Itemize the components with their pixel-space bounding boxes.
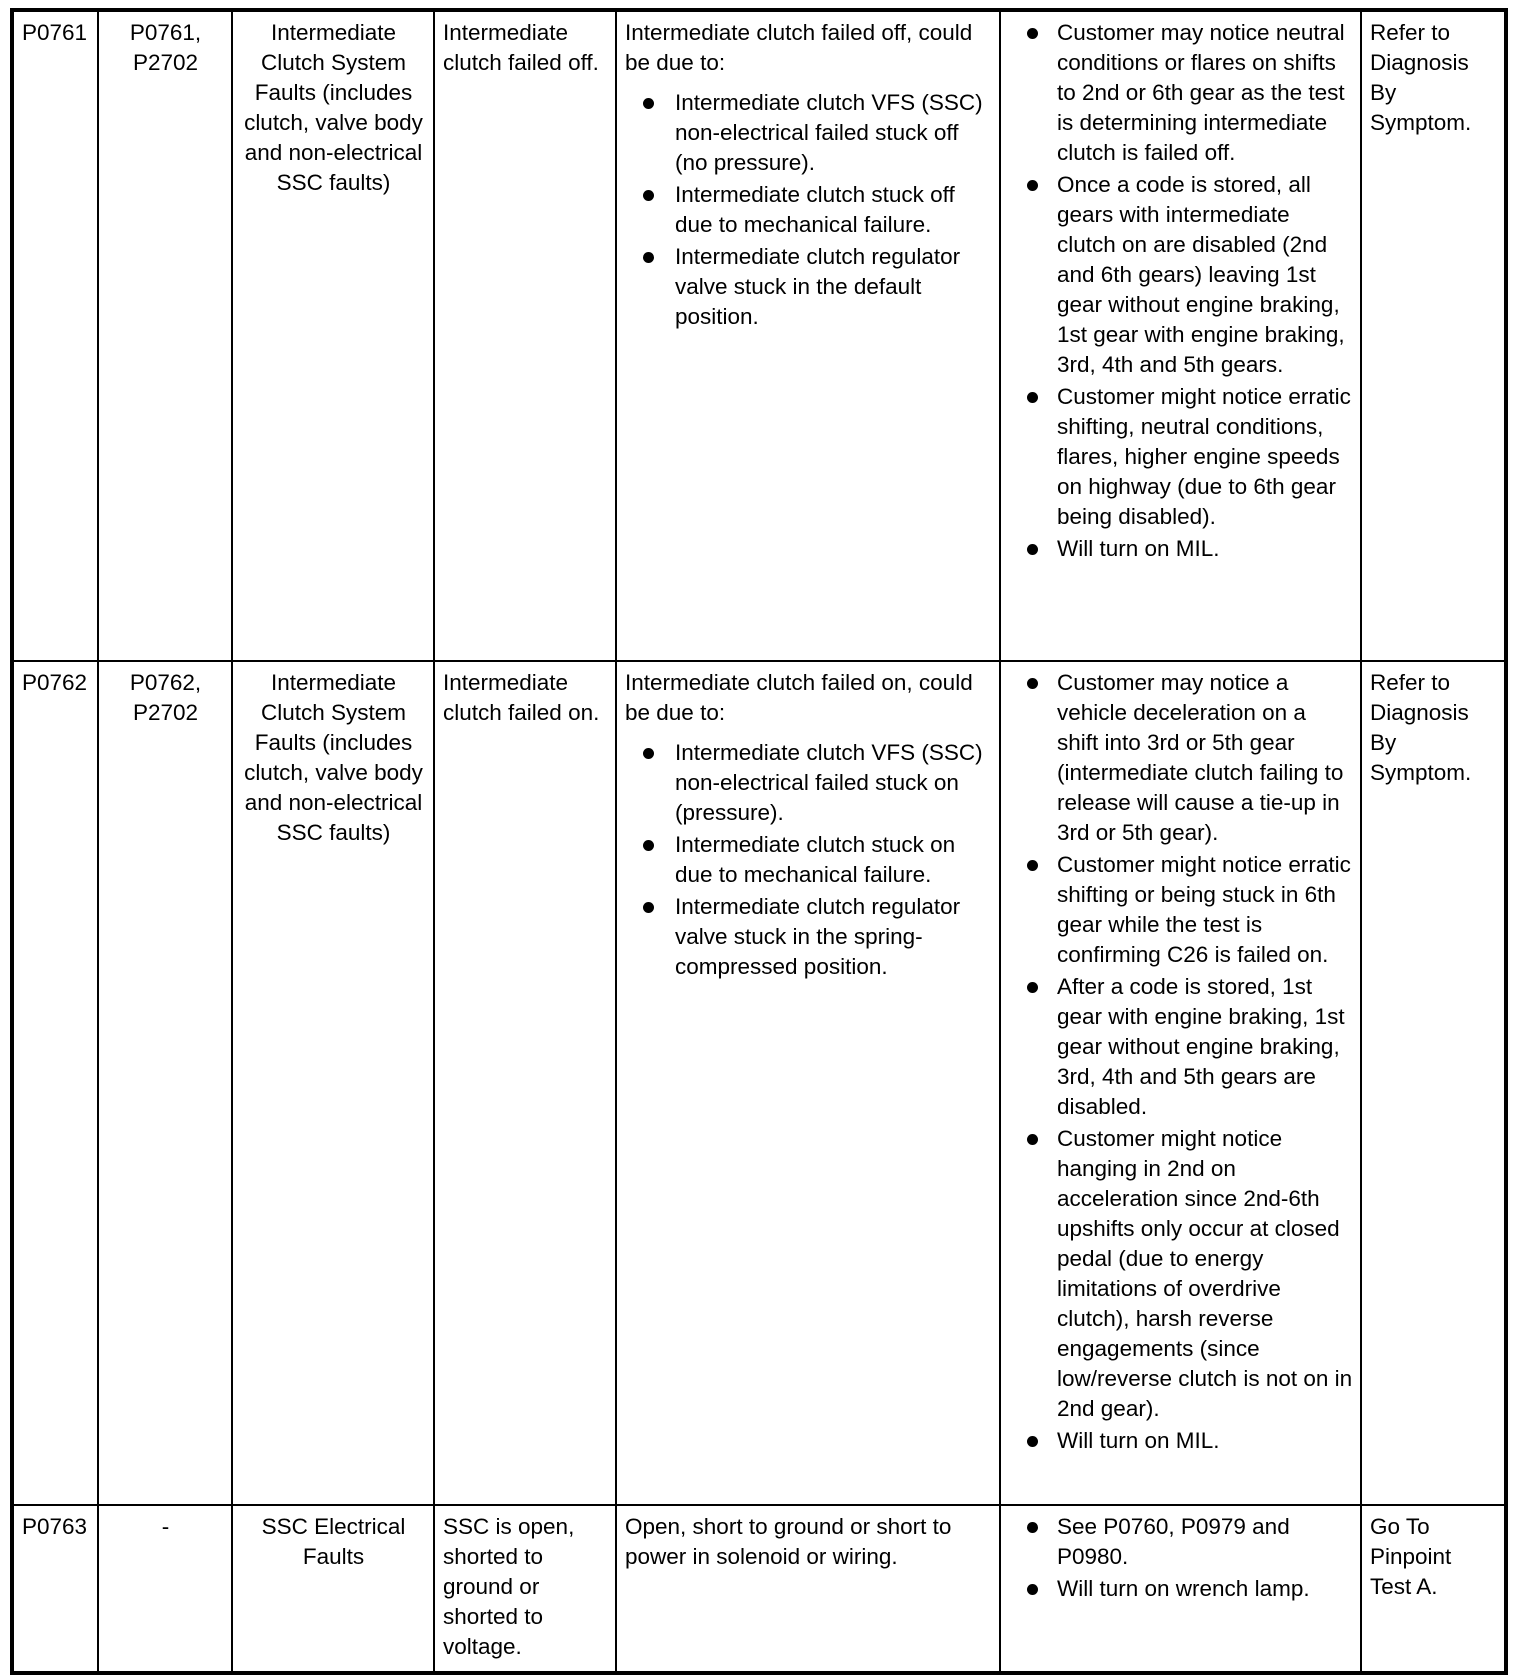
symptom-list (1009, 18, 1353, 564)
symptom-text: Will turn on MIL. (1057, 536, 1220, 561)
bullet-icon (1027, 1134, 1038, 1145)
symptom-cell (1000, 10, 1361, 661)
list-item (1009, 1124, 1353, 1424)
bullet-icon (643, 190, 654, 201)
list-item (1009, 1426, 1353, 1456)
description-cell: SSC is open, shorted to ground or shorted to voltage. (434, 1505, 616, 1673)
cause-intro: Intermediate clutch failed on, could be due to: (625, 670, 973, 725)
action-cell: Refer to Diagnosis By Symptom. (1361, 10, 1506, 661)
bullet-icon (1027, 860, 1038, 871)
symptom-text: Customer might notice hanging in 2nd on acceleration since 2nd-6th upshifts only occur at closed pedal (due to energy limitations of overdrive clutch), harsh reverse engagements (since low/reverse clutch is not on in 2nd gear). (1057, 1126, 1353, 1421)
list-item (1009, 170, 1353, 380)
cause-text: Intermediate clutch VFS (SSC) non-electrical failed stuck on (pressure). (675, 740, 983, 825)
dtc-code-cell: P0762 (12, 661, 98, 1505)
cause-cell (616, 1505, 1000, 1673)
symptom-text: See P0760, P0979 and P0980. (1057, 1514, 1290, 1569)
symptom-list (1009, 668, 1353, 1456)
list-item (625, 830, 992, 890)
list-item (1009, 668, 1353, 848)
symptom-text: Once a code is stored, all gears with intermediate clutch on are disabled (2nd and 6th gears) leaving 1st gear without engine braking, 1st gear with engine braking, 3rd, 4th and 5th gears. (1057, 172, 1345, 377)
cause-cell (616, 10, 1000, 661)
bullet-icon (643, 840, 654, 851)
list-item (625, 738, 992, 828)
cause-text: Intermediate clutch stuck on due to mechanical failure. (675, 832, 956, 887)
table-row (12, 10, 1506, 661)
bullet-icon (1027, 180, 1038, 191)
bullet-icon (1027, 28, 1038, 39)
cause-text: Intermediate clutch regulator valve stuck in the default position. (675, 244, 961, 329)
bullet-icon (1027, 982, 1038, 993)
symptom-text: Customer may notice neutral conditions or flares on shifts to 2nd or 6th gear as the test is determining intermediate clutch is failed off. (1057, 20, 1345, 165)
system-cell: Intermediate Clutch System Faults (includes clutch, valve body and non-electrical SSC faults) (232, 661, 434, 1505)
list-item (1009, 972, 1353, 1122)
cause-text: Intermediate clutch regulator valve stuck in the spring-compressed position. (675, 894, 961, 979)
bullet-icon (1027, 1584, 1038, 1595)
list-item (625, 180, 992, 240)
list-item (1009, 1512, 1353, 1572)
cause-text: Intermediate clutch stuck off due to mechanical failure. (675, 182, 955, 237)
symptom-cell (1000, 661, 1361, 1505)
action-cell: Go To Pinpoint Test A. (1361, 1505, 1506, 1673)
dtc-code-cell: P0761 (12, 10, 98, 661)
symptom-text: Will turn on wrench lamp. (1057, 1576, 1310, 1601)
bullet-icon (643, 252, 654, 263)
bullet-icon (1027, 392, 1038, 403)
description-cell: Intermediate clutch failed off. (434, 10, 616, 661)
related-codes-cell: P0762, P2702 (98, 661, 232, 1505)
cause-list (625, 738, 992, 982)
cause-text: Intermediate clutch VFS (SSC) non-electrical failed stuck off (no pressure). (675, 90, 983, 175)
system-cell: Intermediate Clutch System Faults (includes clutch, valve body and non-electrical SSC faults) (232, 10, 434, 661)
list-item (625, 242, 992, 332)
dtc-code-cell: P0763 (12, 1505, 98, 1673)
related-codes-cell: - (98, 1505, 232, 1673)
system-cell: SSC Electrical Faults (232, 1505, 434, 1673)
bullet-icon (643, 98, 654, 109)
description-cell: Intermediate clutch failed on. (434, 661, 616, 1505)
list-item (1009, 382, 1353, 532)
bullet-icon (643, 902, 654, 913)
list-item (625, 892, 992, 982)
symptom-cell (1000, 1505, 1361, 1673)
list-item (1009, 850, 1353, 970)
cause-cell (616, 661, 1000, 1505)
list-item (1009, 18, 1353, 168)
symptom-text: Customer may notice a vehicle deceleration on a shift into 3rd or 5th gear (intermediate clutch failing to release will cause a tie-up in 3rd or 5th gear). (1057, 670, 1344, 845)
bullet-icon (643, 748, 654, 759)
list-item (1009, 1574, 1353, 1604)
dtc-table (10, 8, 1508, 1675)
bullet-icon (1027, 544, 1038, 555)
symptom-text: Customer might notice erratic shifting, neutral conditions, flares, higher engine speeds on highway (due to 6th gear being disabled). (1057, 384, 1351, 529)
list-item (1009, 534, 1353, 564)
symptom-text: After a code is stored, 1st gear with engine braking, 1st gear without engine braking, 3rd, 4th and 5th gears are disabled. (1057, 974, 1345, 1119)
table-row (12, 1505, 1506, 1673)
cause-intro: Open, short to ground or short to power in solenoid or wiring. (625, 1514, 952, 1569)
bullet-icon (1027, 1436, 1038, 1447)
table-row (12, 661, 1506, 1505)
related-codes-cell: P0761, P2702 (98, 10, 232, 661)
symptom-text: Customer might notice erratic shifting or being stuck in 6th gear while the test is confirming C26 is failed on. (1057, 852, 1351, 967)
symptom-list (1009, 1512, 1353, 1604)
cause-list (625, 88, 992, 332)
bullet-icon (1027, 1522, 1038, 1533)
symptom-text: Will turn on MIL. (1057, 1428, 1220, 1453)
cause-intro: Intermediate clutch failed off, could be due to: (625, 20, 973, 75)
list-item (625, 88, 992, 178)
bullet-icon (1027, 678, 1038, 689)
action-cell: Refer to Diagnosis By Symptom. (1361, 661, 1506, 1505)
